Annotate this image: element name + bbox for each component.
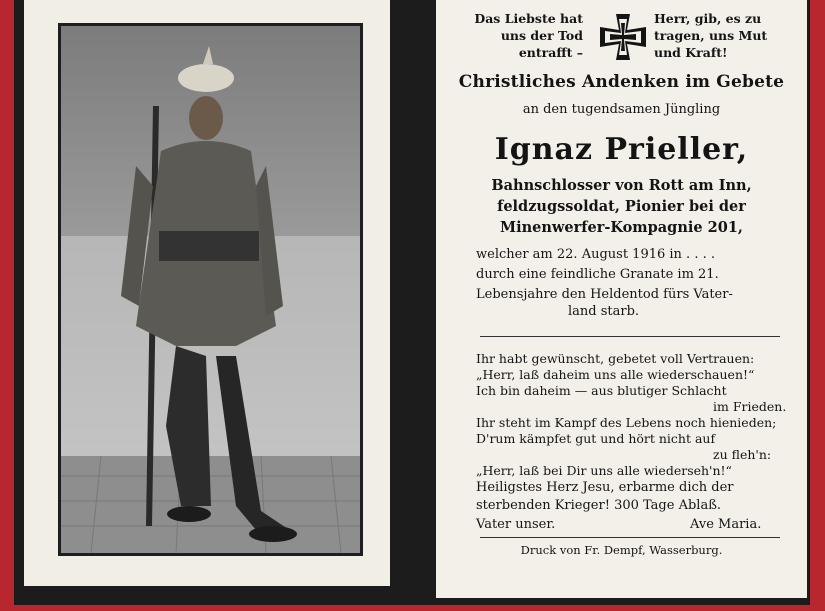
verse-line: „Herr, laß daheim uns alle wiederschauen!“ <box>476 367 755 382</box>
verse-line: Ihr steht im Kampf des Lebens noch hienieden; <box>476 415 777 430</box>
verse-line: Ihr habt gewünscht, gebetet voll Vertrauen: <box>476 351 755 366</box>
epitaph-right-line: tragen, uns Mut <box>654 28 768 43</box>
card-heading: Christliches Andenken im Gebete <box>458 72 785 92</box>
verse-line: im Frieden. <box>713 399 787 414</box>
death-text-line: Lebensjahre den Heldentod fürs Vater- <box>476 287 733 302</box>
subtitle-line: Bahnschlosser von Rott am Inn, <box>491 177 752 194</box>
subtitle-line: Minenwerfer-Kompagnie 201, <box>500 219 743 236</box>
epitaph-left-line: uns der Tod <box>500 28 583 43</box>
subtitle-line: feldzugssoldat, Pionier bei der <box>497 198 746 215</box>
epitaph-right <box>654 10 774 61</box>
epitaph-right-line: Herr, gib, es zu <box>654 11 762 26</box>
epitaph-right-line: und Kraft! <box>654 45 728 60</box>
death-text-line: welcher am 22. August 1916 in . . . . <box>476 247 715 262</box>
epitaph-left <box>463 10 583 61</box>
soldier-photo <box>61 26 360 553</box>
epitaph-left-line: Das Liebste hat <box>474 11 583 26</box>
death-text-line: land starb. <box>568 304 640 319</box>
epitaph-left-line: entrafft – <box>518 45 583 60</box>
verse-line: Ich bin daheim — aus blutiger Schlacht <box>476 383 727 398</box>
divider <box>480 537 780 538</box>
intro-line: an den tugendsamen Jüngling <box>522 102 721 117</box>
prayer-line: Heiligstes Herz Jesu, erbarme dich der <box>476 480 734 495</box>
divider <box>480 336 780 337</box>
iron-cross-icon <box>598 12 648 62</box>
verse-line: D'rum kämpfet gut und hört nicht auf <box>476 431 716 446</box>
verse-line: „Herr, laß bei Dir uns alle wiederseh'n!“ <box>476 463 732 478</box>
deceased-name: Ignaz Prieller, <box>494 132 749 167</box>
death-text-line: durch eine feindliche Granate im 21. <box>476 267 719 282</box>
prayer-right: Ave Maria. <box>690 517 762 532</box>
prayer-line: sterbenden Krieger! 300 Tage Ablaß. <box>476 498 722 513</box>
prayer-left: Vater unser. <box>476 517 556 532</box>
verse-line: zu fleh'n: <box>713 447 772 462</box>
printer-line: Druck von Fr. Dempf, Wasserburg. <box>520 543 723 557</box>
